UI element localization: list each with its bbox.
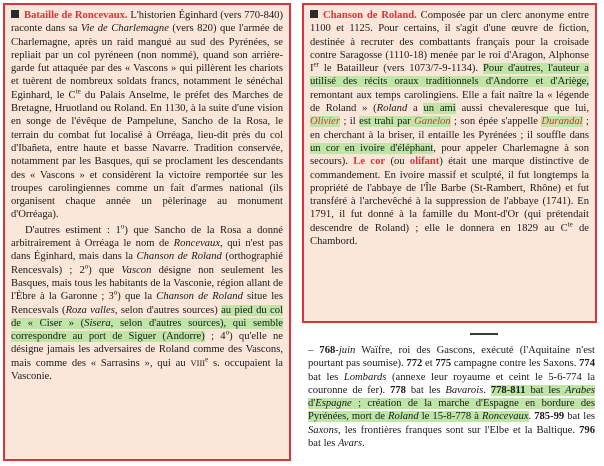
text-run: ; création de la marche d'Espagne en bordure des Pyrénées, mort de: [308, 398, 595, 423]
text-run: du Palais Anselme, le préfet des Marches de Bretagne, Hruotland ou Roland. En 1130, à la suite d'une vision en songe de l'évêque de Pampelune, Sancho de la Rosa, le terrain du combat fut localisé à Orréaga, lieu-dit près du col d'Ibañeta, entre haute et basse Navarre. Tradition conservée, notamment par les Basques, qui se proclament les descendants des « Vascons » et considèrent la victoire remportée sur les troupes carolingiennes comme un fait d'armes national (ils organisent chaque année un pèlerinage au monument d'Orréaga).: [11, 89, 283, 221]
text-run: ; en cherchant à la briser, il entaille les Pyrénées ; il souffle dans: [310, 116, 589, 141]
text-run: remontant aux temps carolingiens. Elle a fait naître la « légende de Roland » (: [310, 89, 589, 115]
encyclopedia-box-chanson: [302, 3, 597, 323]
text-run: –: [308, 345, 320, 356]
text-run: ) que: [88, 264, 122, 276]
text-run: L'historien Éginhard (vers 770-840) raconte dans sa: [11, 10, 283, 35]
text-run: est trahi par: [359, 116, 415, 128]
text-run: d': [308, 398, 316, 410]
paragraph-chanson: [310, 9, 589, 248]
text-run: situe les Rencesvals (: [11, 291, 283, 316]
text-run: Chanson de Roland: [136, 251, 222, 263]
paragraph-text: [310, 10, 589, 247]
text-run: 785-99: [534, 411, 565, 423]
text-run: Bavarois: [445, 384, 484, 396]
bullet-square-icon: [11, 10, 19, 18]
text-run: er: [313, 60, 319, 69]
text-run: te: [567, 220, 573, 229]
text-run: bat les: [308, 371, 344, 383]
text-run: (orthographié Rencesvals) ; 2: [11, 251, 283, 276]
text-run: Chanson de Roland: [156, 291, 243, 303]
text-run: Vie de Charlemagne: [80, 23, 169, 35]
text-run: 774: [579, 358, 595, 370]
text-run: -: [335, 345, 339, 356]
text-run: , les frontières franques sont sur l'Elbe et la Baltique.: [338, 424, 580, 436]
paragraph-chronology: [308, 344, 595, 450]
text-run: bat les: [405, 384, 446, 396]
section-heading-chanson: Chanson de Roland.: [323, 10, 417, 21]
bullet-square-icon: [310, 10, 318, 18]
text-run: bat les: [308, 438, 339, 450]
text-run: (ou: [385, 156, 410, 168]
text-run: bat les: [525, 384, 565, 396]
text-run: Saxons: [308, 424, 339, 436]
text-run: D'autres estiment : 1: [25, 224, 121, 236]
text-run: et: [422, 358, 436, 370]
text-run: le 15-8-778 à: [418, 411, 483, 423]
text-run: Avars: [338, 438, 363, 450]
text-run: 772: [406, 358, 423, 370]
text-run: .: [483, 384, 491, 396]
paragraph-text: [11, 10, 283, 220]
text-run: s. occupaient la Vasconie.: [11, 357, 283, 383]
section-heading-roncevaux: Bataille de Roncevaux.: [24, 10, 128, 21]
text-run: Lombards: [343, 371, 387, 383]
text-run: 796: [579, 424, 595, 436]
text-run: ; 4: [204, 331, 226, 343]
paragraph-text: [308, 345, 595, 449]
chronology-text: [302, 340, 601, 466]
text-run: , selon d'autres sources): [114, 304, 222, 316]
text-run: o: [113, 288, 118, 297]
text-run: Roland: [388, 411, 419, 423]
text-run: , pour appeler Charlemagne à son secours).: [310, 142, 590, 168]
text-run: 775: [435, 358, 452, 370]
text-run: 778: [390, 384, 406, 396]
text-run: o: [120, 222, 125, 231]
text-run: , selon d'autres sources), qui semble correspondre au port de Siguer (Andorre): [11, 317, 284, 343]
text-run: Composée par un clerc anonyme entre 1100 et 1125. Pour certains, il s'agit d'une œuvre de fiction, destinée à recruter des combattants français pour la croisade contre Saragosse (1110-18) menée par le roi d'Aragon, Alphonse I: [310, 10, 589, 75]
encyclopedia-box-roncevaux: [3, 3, 291, 461]
text-run: Roland: [376, 103, 408, 115]
text-run: Waïfre, roi des Gascons, exécuté (l'Aquitaine n'est pourtant pas soumise).: [308, 345, 595, 370]
text-run: Le cor: [353, 156, 386, 168]
text-run: ; son épée s'appelle: [450, 116, 542, 128]
text-run: Ganelon: [414, 116, 451, 128]
text-run: un cor en ivoire d'éléphant: [310, 142, 434, 154]
text-run: Roncevaux: [173, 238, 221, 250]
text-run: Vascon: [121, 264, 152, 276]
text-run: o: [84, 262, 89, 271]
text-run: ) que Sancho de la Rosa a donné arbitrairement à Orréaga le nom de: [11, 224, 283, 250]
text-run: Pour d'autres, l'auteur a utilisé des récits oraux traditionnels d'Andorre et d'Ariège,: [310, 63, 589, 88]
text-run: aussi chevaleresque que lui,: [455, 103, 590, 115]
paragraph-text: [11, 222, 284, 383]
text-run: Arabes: [565, 384, 596, 396]
text-run: VIII: [190, 357, 206, 368]
text-run: campagne contre les Saxons.: [451, 358, 580, 370]
text-run: 778-811: [490, 384, 526, 396]
text-run: a: [407, 103, 424, 115]
text-run: ) était une marque distinctive de commandement. En ivoire massif et sculpté, il fut longtemps la propriété de l'abbaye de l'Île Barbe (St-Rambert, Rhône) et fut transféré à l'archevêché à la suppression de l'abbaye (1741). En 1791, il fut donné à la famille du Mont-d'Or (qui prétendait descendre de Roland) ; elle le donnera en 1829 au C: [310, 156, 589, 234]
text-run: un ami: [423, 103, 456, 115]
text-run: (vers 820) que l'armée de Charlemagne, après un raid mangué au sud des Pyrénées, se repliait par un col pyréneen (non nommé), quand son arrière-garde fut attaquée par des « Vascons » qui pillèrent les chariots et tuèrent de nombreux soldats francs, notamment le sénéchal Eginhard, le C: [11, 23, 284, 101]
text-run: Olivier: [310, 116, 341, 128]
text-run: Roncevaux: [482, 411, 529, 423]
text-run: Durandal: [541, 116, 583, 128]
text-run: ) que la: [117, 291, 157, 303]
paragraph-autres: [11, 224, 283, 384]
text-run: désigne non seulement les Basques, mais tous les habitants de la Vasconie, région allant de l'Èbre à la Garonne ; 3: [11, 264, 283, 303]
text-run: Sisera: [84, 317, 111, 329]
separator-rule: [470, 333, 498, 335]
text-run: o: [225, 328, 230, 337]
text-run: te: [75, 87, 81, 96]
text-run: .: [362, 438, 365, 450]
text-run: le Batailleur (vers 1073/7-9-1134).: [318, 63, 483, 75]
text-run: ) qu'elle ne désigne jamais les adversaires de Roland comme des Vascons, mais comme des « Sarrasins », qui au: [11, 331, 283, 369]
text-run: 768: [319, 345, 336, 356]
text-run: au pied du col de « Ciser » (: [11, 304, 283, 329]
text-run: Espagne: [315, 398, 352, 410]
text-run: e: [205, 355, 209, 364]
text-run: Roza valles: [65, 304, 115, 316]
text-run: bat les: [564, 411, 596, 423]
text-run: de Chambord.: [310, 222, 589, 248]
paragraph-bataille: [11, 9, 283, 222]
text-run: .: [528, 411, 535, 423]
text-run: , qui n'est pas dans Éginhard, mais dans la: [11, 238, 283, 263]
text-run: ; il: [340, 116, 360, 128]
text-run: (annexe leur royaume et ceint le 5-6-774 la couronne de fer).: [308, 371, 595, 396]
text-run: juin: [338, 345, 356, 356]
text-run: olifant: [409, 156, 440, 168]
